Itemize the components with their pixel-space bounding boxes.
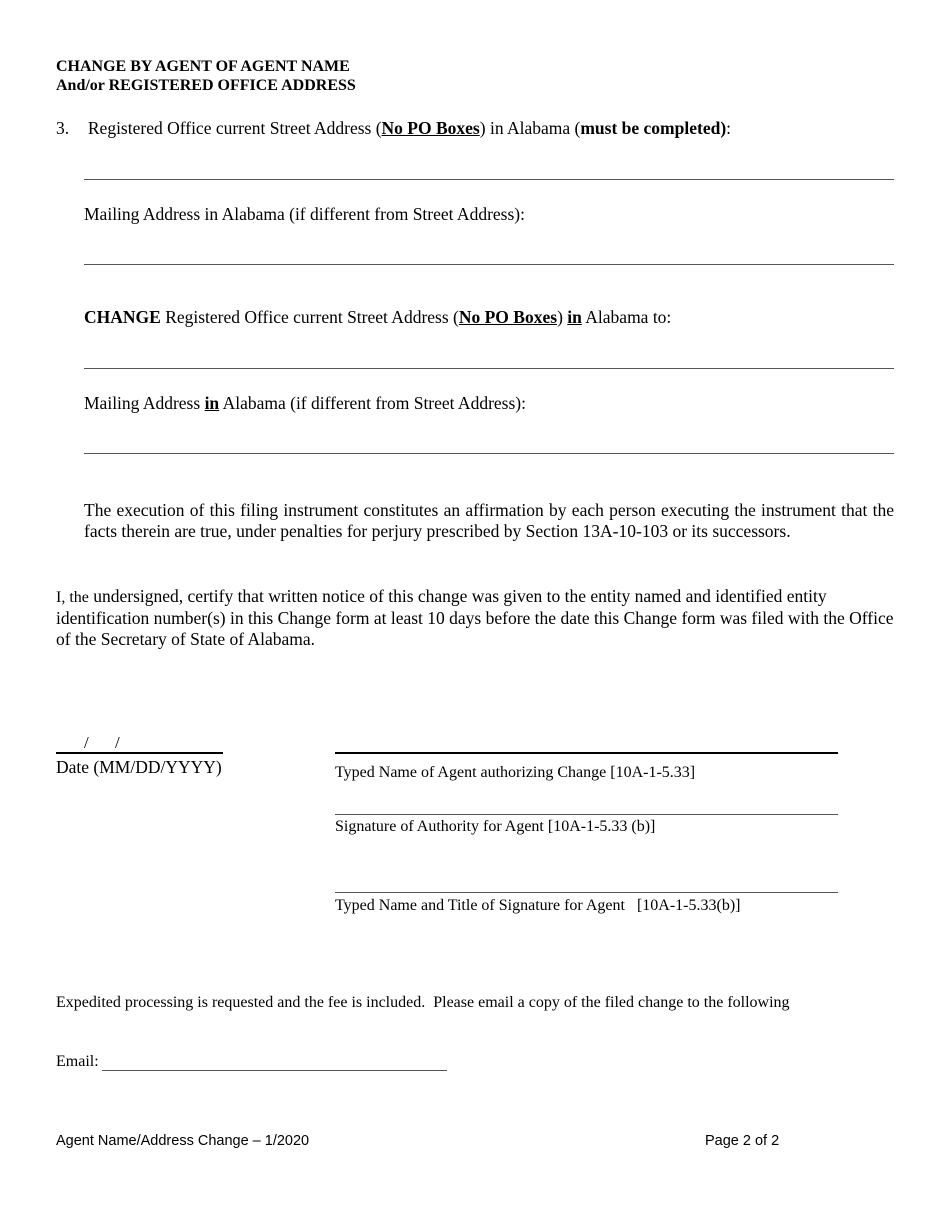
affirmation-paragraph: The execution of this filing instrument constitutes an affirmation by each person executing the instrument that the facts therein are true, under penalties for perjury prescribed by Section 13A-10-103 or its successors.	[84, 500, 894, 541]
no-po-boxes-label: No PO Boxes	[381, 118, 480, 138]
date-label: Date (MM/DD/YYYY)	[56, 757, 222, 777]
email-row	[56, 1052, 99, 1072]
signature-label: Signature of Authority for Agent [10A-1-5.33 (b)]	[335, 818, 656, 835]
email-field[interactable]	[102, 1070, 447, 1071]
new-mailing-address-label	[84, 392, 526, 414]
certification-paragraph	[56, 586, 896, 650]
mailing2-text-b: Alabama (if different from Street Address):	[219, 393, 526, 413]
title-line-2: And/or REGISTERED OFFICE ADDRESS	[56, 77, 356, 94]
item-3-text-c: :	[726, 118, 732, 138]
title-line-1: CHANGE BY AGENT OF AGENT NAME	[56, 58, 350, 75]
mailing2-in-word: in	[204, 393, 220, 413]
mailing-address-field[interactable]	[84, 264, 894, 265]
date-slashes: / /	[84, 733, 120, 752]
expedited-note: Expedited processing is requested and the fee is included. Please email a copy of the filed change to the following	[56, 994, 790, 1011]
change-text-c: Alabama to:	[581, 307, 672, 327]
item-3-text-a: Registered Office current Street Address (	[87, 118, 382, 138]
item-number: 3.	[56, 118, 70, 138]
must-be-completed-label: must be completed)	[580, 118, 727, 138]
typed-title-field[interactable]	[335, 892, 838, 893]
footer-page-number: Page 2 of 2	[705, 1133, 780, 1149]
change-text-a: Registered Office current Street Address (	[160, 307, 459, 327]
street-address-field[interactable]	[84, 179, 894, 180]
email-label: Email:	[56, 1053, 99, 1070]
change-no-po-boxes: No PO Boxes	[458, 307, 558, 327]
typed-title-label: Typed Name and Title of Signature for Agent [10A-1-5.33(b)]	[335, 897, 741, 914]
typed-name-label: Typed Name of Agent authorizing Change [10A-1-5.33]	[335, 764, 696, 781]
new-street-address-field[interactable]	[84, 368, 894, 369]
change-address-question	[84, 306, 671, 328]
change-text-b: )	[557, 307, 568, 327]
new-mailing-address-field[interactable]	[84, 453, 894, 454]
certification-text: undersigned, certify that written notice of this change was given to the entity named and identified entity identification number(s) in this Change form at least 10 days before the date this Change form was filed with the Office of the Secretary of State of Alabama.	[56, 586, 894, 649]
form-title	[56, 57, 356, 95]
mailing2-text-a: Mailing Address	[84, 393, 205, 413]
footer-form-id: Agent Name/Address Change – 1/2020	[56, 1133, 310, 1149]
change-in-word: in	[567, 307, 582, 327]
typed-name-field[interactable]	[335, 752, 838, 754]
mailing-address-label: Mailing Address in Alabama (if different from Street Address):	[84, 204, 525, 224]
signature-field[interactable]	[335, 814, 838, 815]
certification-lead: I, the	[56, 589, 89, 606]
item-3-text-b: ) in Alabama (	[479, 118, 581, 138]
item-3-question	[56, 117, 731, 139]
change-word: CHANGE	[84, 307, 161, 327]
date-field[interactable]	[56, 734, 223, 754]
